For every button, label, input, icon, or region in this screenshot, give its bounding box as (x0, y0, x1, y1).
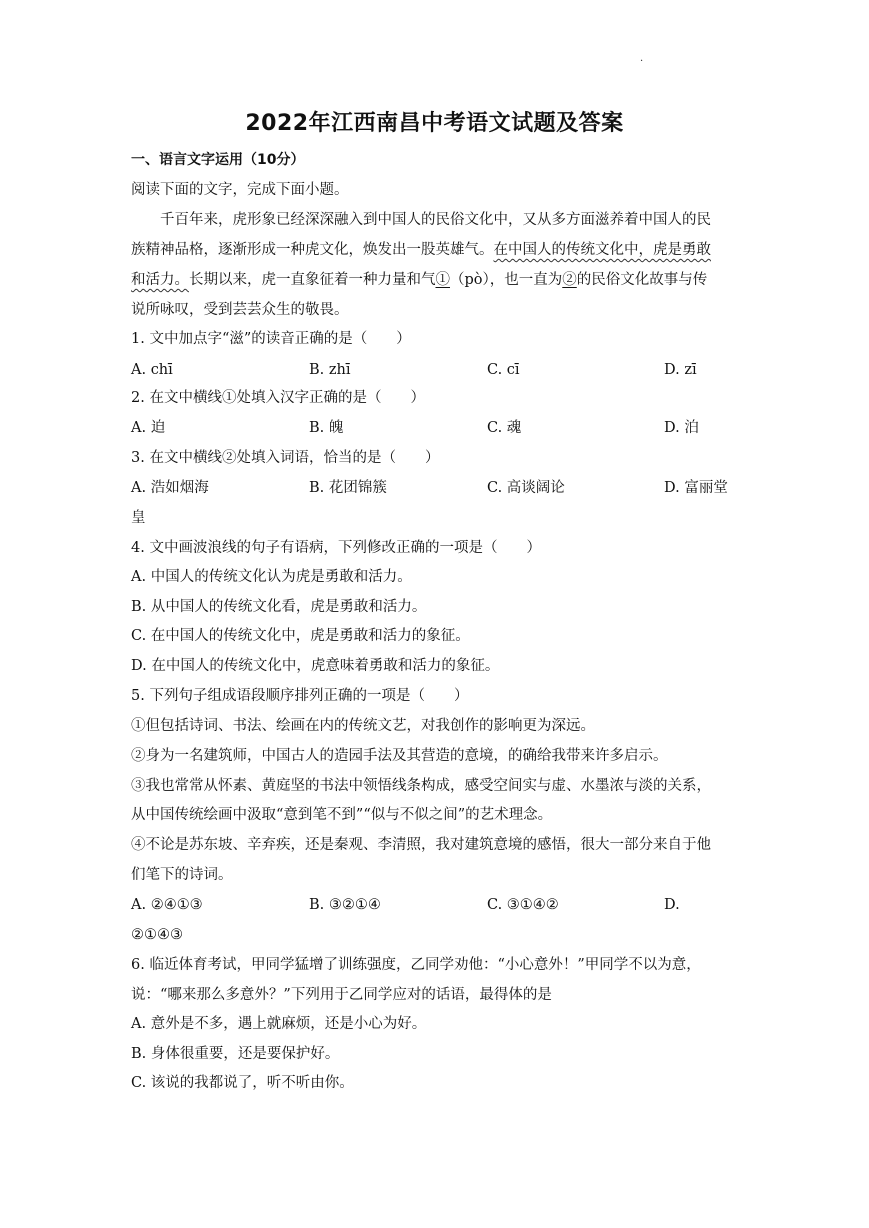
wavy-underlined-sentence: 在中国人的传统文化中，虎是勇敢 (493, 242, 711, 258)
question-4-stem: 4. 文中画波浪线的句子有语病，下列修改正确的一项是（ ） (131, 540, 541, 556)
question-1-stem: 1. 文中加点字“滋”的读音正确的是（ ） (131, 331, 411, 347)
passage-text: 的民俗文化故事与传 (576, 272, 708, 288)
question-6-stem-part-1: 6. 临近体育考试，甲同学猛增了训练强度，乙同学劝他：“小心意外！”甲同学不以为意， (131, 957, 701, 973)
option-d: D. 泊 (664, 420, 699, 436)
sentence-2: ②身为一名建筑师，中国古人的造园手法及其营造的意境，的确给我带来许多启示。 (131, 748, 668, 764)
option-d: D. (664, 897, 680, 913)
page-title: 2022年江西南昌中考语文试题及答案 (245, 111, 624, 136)
passage-line-1: 千百年来，虎形象已经深深融入到中国人的民俗文化中，又从多方面滋养着中国人的民 (160, 212, 711, 228)
passage-text: （pò），也一直为 (450, 272, 563, 288)
question-3-option-d-overflow: 皇 (131, 510, 146, 526)
option-b: B. 身体很重要，还是要保护好。 (131, 1046, 340, 1062)
option-d: D. 在中国人的传统文化中，虎意味着勇敢和活力的象征。 (131, 658, 500, 674)
passage-text: 族精神品格，逐渐形成一种虎文化，焕发出一股英雄气。 (131, 242, 494, 258)
option-a: A. 迫 (131, 420, 166, 436)
option-b: B. zhī (309, 362, 351, 378)
sentence-4-part-1: ④不论是苏东坡、辛弃疾，还是秦观、李清照，我对建筑意境的感悟，很大一部分来自于他 (131, 837, 711, 853)
option-b: B. 从中国人的传统文化看，虎是勇敢和活力。 (131, 599, 427, 615)
question-2-stem: 2. 在文中横线①处填入汉字正确的是（ ） (131, 390, 425, 406)
option-a: A. ②④①③ (131, 897, 203, 913)
passage-text: 长期以来，虎一直象征着一种力量和气 (189, 272, 436, 288)
passage-line-3 (131, 270, 743, 290)
passage-line-2 (131, 240, 743, 260)
sentence-1: ①但包括诗词、书法、绘画在内的传统文艺，对我创作的影响更为深远。 (131, 718, 595, 734)
option-a: A. 中国人的传统文化认为虎是勇敢和活力。 (131, 569, 412, 585)
sentence-4-part-2: 们笔下的诗词。 (131, 867, 233, 883)
question-6-stem-part-2: 说：“哪来那么多意外？”下列用于乙同学应对的话语，最得体的是 (131, 987, 552, 1003)
blank-2: ② (562, 272, 577, 288)
option-c: C. 高谈阔论 (487, 480, 565, 496)
sentence-3-part-1: ③我也常常从怀素、黄庭坚的书法中领悟线条构成，感受空间实与虚、水墨浓与淡的关系， (131, 778, 711, 794)
blank-1: ① (435, 272, 450, 288)
sentence-3-part-2: 从中国传统绘画中汲取“意到笔不到”“似与不似之间”的艺术理念。 (131, 807, 553, 823)
option-b: B. ③②①④ (309, 897, 381, 913)
option-d: D. 富丽堂 (664, 480, 728, 496)
option-a: A. 浩如烟海 (131, 480, 209, 496)
instruction: 阅读下面的文字，完成下面小题。 (131, 182, 349, 198)
question-5-option-d-overflow: ②①④③ (131, 927, 183, 943)
option-b: B. 花团锦簇 (309, 480, 387, 496)
question-3-stem: 3. 在文中横线②处填入词语，恰当的是（ ） (131, 450, 440, 466)
passage-line-4: 说所咏叹，受到芸芸众生的敬畏。 (131, 302, 349, 318)
option-c: C. 该说的我都说了，听不听由你。 (131, 1075, 354, 1091)
option-c: C. cī (487, 362, 520, 378)
section-heading: 一、语言文字运用（10分） (131, 152, 305, 168)
option-c: C. 在中国人的传统文化中，虎是勇敢和活力的象征。 (131, 628, 470, 644)
option-d: D. zī (664, 362, 697, 378)
option-a: A. 意外是不多，遇上就麻烦，还是小心为好。 (131, 1016, 427, 1032)
option-c: C. ③①④② (487, 897, 559, 913)
option-c: C. 魂 (487, 420, 522, 436)
option-a: A. chī (131, 362, 173, 378)
question-5-stem: 5. 下列句子组成语段顺序排列正确的一项是（ ） (131, 688, 469, 704)
page-mark: · (640, 56, 644, 67)
option-b: B. 魄 (309, 420, 344, 436)
wavy-underlined-sentence-end: 和活力。 (131, 272, 189, 288)
